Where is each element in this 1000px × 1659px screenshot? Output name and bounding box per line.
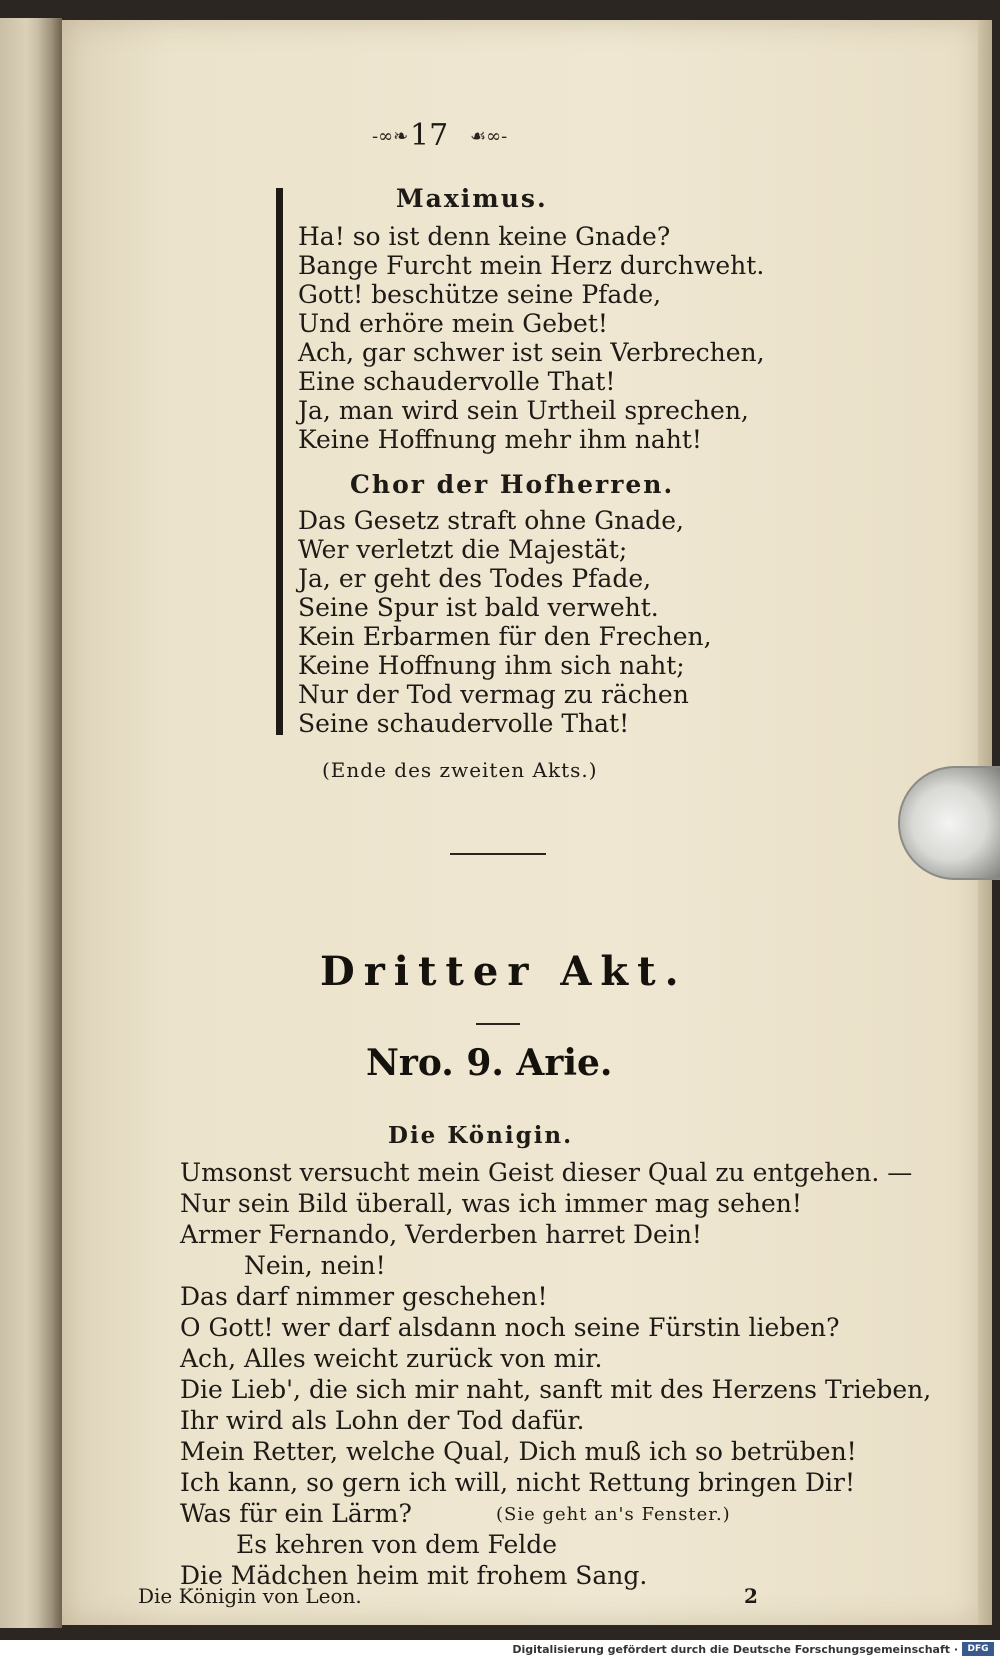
page-clip-icon [898, 766, 1000, 880]
stage-direction: (Sie geht an's Fenster.) [496, 1504, 731, 1525]
verse-line: Die Lieb', die sich mir naht, sanft mit des Herzens Trieben, [180, 1375, 932, 1404]
verse-line: Ach, Alles weicht zurück von mir. [180, 1344, 603, 1373]
verse-line: Ich kann, so gern ich will, nicht Rettung bringen Dir! [180, 1468, 856, 1497]
verse-line: Mein Retter, welche Qual, Dich muß ich so betrüben! [180, 1437, 857, 1466]
verse-line: Ja, man wird sein Urtheil sprechen, [298, 396, 749, 425]
number-title: Nro. 9. Arie. [366, 1042, 613, 1084]
dfg-logo: DFG [962, 1642, 994, 1656]
verse-line: Nein, nein! [244, 1251, 386, 1280]
book-gutter [26, 18, 62, 1628]
header-ornament-right: ☙∞- [470, 126, 508, 147]
verse-line: Armer Fernando, Verderben harret Dein! [180, 1220, 702, 1249]
act-title: Dritter Akt. [320, 948, 688, 995]
end-of-act-note: (Ende des zweiten Akts.) [322, 758, 598, 782]
verse-line: Umsonst versucht mein Geist dieser Qual zu entgehen. — [180, 1158, 913, 1187]
verse-line: Ach, gar schwer ist sein Verbrechen, [298, 338, 765, 367]
divider [450, 853, 546, 855]
verse-line: Was für ein Lärm? [180, 1499, 412, 1528]
signature-mark: 2 [744, 1584, 758, 1608]
verse-line: Das Gesetz straft ohne Gnade, [298, 506, 684, 535]
verse-line: Eine schaudervolle That! [298, 367, 616, 396]
verse-line: Keine Hoffnung ihm sich naht; [298, 651, 685, 680]
speaker-name: Chor der Hofherren. [350, 470, 675, 499]
section-bracket [276, 470, 283, 735]
verse-line: Die Mädchen heim mit frohem Sang. [180, 1561, 648, 1590]
verse-line: Nur sein Bild überall, was ich immer mag sehen! [180, 1189, 802, 1218]
verse-line: Seine schaudervolle That! [298, 709, 630, 738]
verse-line: Und erhöre mein Gebet! [298, 309, 608, 338]
verse-line: Gott! beschütze seine Pfade, [298, 280, 662, 309]
speaker-name: Maximus. [396, 184, 548, 213]
verse-line: Keine Hoffnung mehr ihm naht! [298, 425, 702, 454]
verse-line: Ja, er geht des Todes Pfade, [298, 564, 652, 593]
header-ornament-left: -∞❧ [372, 126, 409, 147]
footer-title: Die Königin von Leon. [138, 1584, 362, 1608]
verse-line: Ihr wird als Lohn der Tod dafür. [180, 1406, 585, 1435]
verse-line: Kein Erbarmen für den Frechen, [298, 622, 712, 651]
page-number: 17 [410, 118, 449, 153]
verse-line: Bange Furcht mein Herz durchweht. [298, 251, 765, 280]
verse-line: Wer verletzt die Majestät; [298, 535, 628, 564]
verse-line: Seine Spur ist bald verweht. [298, 593, 659, 622]
divider [476, 1023, 520, 1025]
verse-line: Nur der Tod vermag zu rächen [298, 680, 689, 709]
verse-line: Ha! so ist denn keine Gnade? [298, 222, 671, 251]
verse-line: O Gott! wer darf alsdann noch seine Fürstin lieben? [180, 1313, 840, 1342]
verse-line: Es kehren von dem Felde [236, 1530, 558, 1559]
speaker-name: Die Königin. [388, 1122, 574, 1149]
section-bracket [276, 188, 283, 470]
digitization-credit: Digitalisierung gefördert durch die Deutsche Forschungsgemeinschaft · [512, 1643, 958, 1656]
verse-line: Das darf nimmer geschehen! [180, 1282, 548, 1311]
